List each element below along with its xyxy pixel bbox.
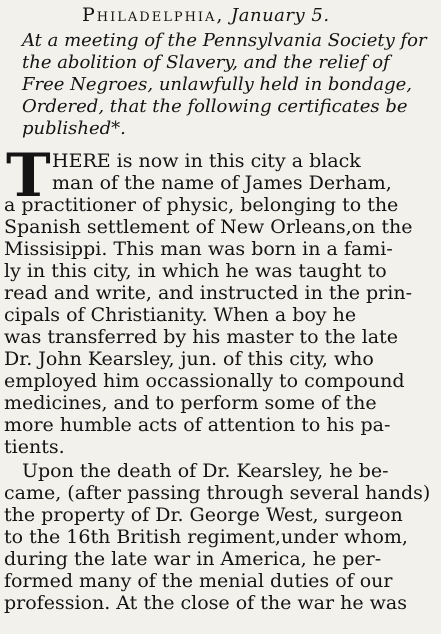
body-line: came, (after passing through several hands) xyxy=(4,482,431,504)
body-line: formed many of the menial duties of our xyxy=(4,570,393,592)
body-line: tients. xyxy=(4,436,65,458)
body-line: profession. At the close of the war he was xyxy=(4,592,407,614)
resolution-line: published*. xyxy=(22,118,126,139)
body-line: man of the name of James Derham, xyxy=(52,172,392,194)
body-line: read and write, and instructed in the prin- xyxy=(4,282,412,304)
body-line: HERE is now in this city a black xyxy=(52,150,361,172)
body-line: Upon the death of Dr. Kearsley, he be- xyxy=(22,460,389,482)
body-line: cipals of Christianity. When a boy he xyxy=(4,304,357,326)
body-line: a practitioner of physic, belonging to the xyxy=(4,194,399,216)
body-line: Spanish settlement of New Orleans,on the xyxy=(4,216,413,238)
resolution-line: At a meeting of the Pennsylvania Society for xyxy=(22,30,427,51)
body-line: ly in this city, in which he was taught to xyxy=(4,260,387,282)
resolution-line: the abolition of Slavery, and the relief of xyxy=(22,52,390,73)
dateline-date: January 5. xyxy=(231,5,330,26)
dateline-place: Philadelphia, xyxy=(82,4,225,26)
resolution-line: Free Negroes, unlawfully held in bondage, xyxy=(22,74,412,95)
body-line: Dr. John Kearsley, jun. of this city, who xyxy=(4,348,374,370)
body-line: Missisippi. This man was born in a fami- xyxy=(4,238,393,260)
body-line: was transferred by his master to the late xyxy=(4,326,398,348)
dateline xyxy=(82,4,330,27)
body-line: medicines, and to perform some of the xyxy=(4,392,377,414)
body-line: more humble acts of attention to his pa- xyxy=(4,414,391,436)
body-line: to the 16th British regiment,under whom, xyxy=(4,526,408,548)
body-line: employed him occassionally to compound xyxy=(4,370,405,392)
body-line: during the late war in America, he per- xyxy=(4,548,382,570)
resolution-line: Ordered, that the following certificates be xyxy=(22,96,408,117)
drop-cap: T xyxy=(6,141,51,211)
body-line: the property of Dr. George West, surgeon xyxy=(4,504,403,526)
